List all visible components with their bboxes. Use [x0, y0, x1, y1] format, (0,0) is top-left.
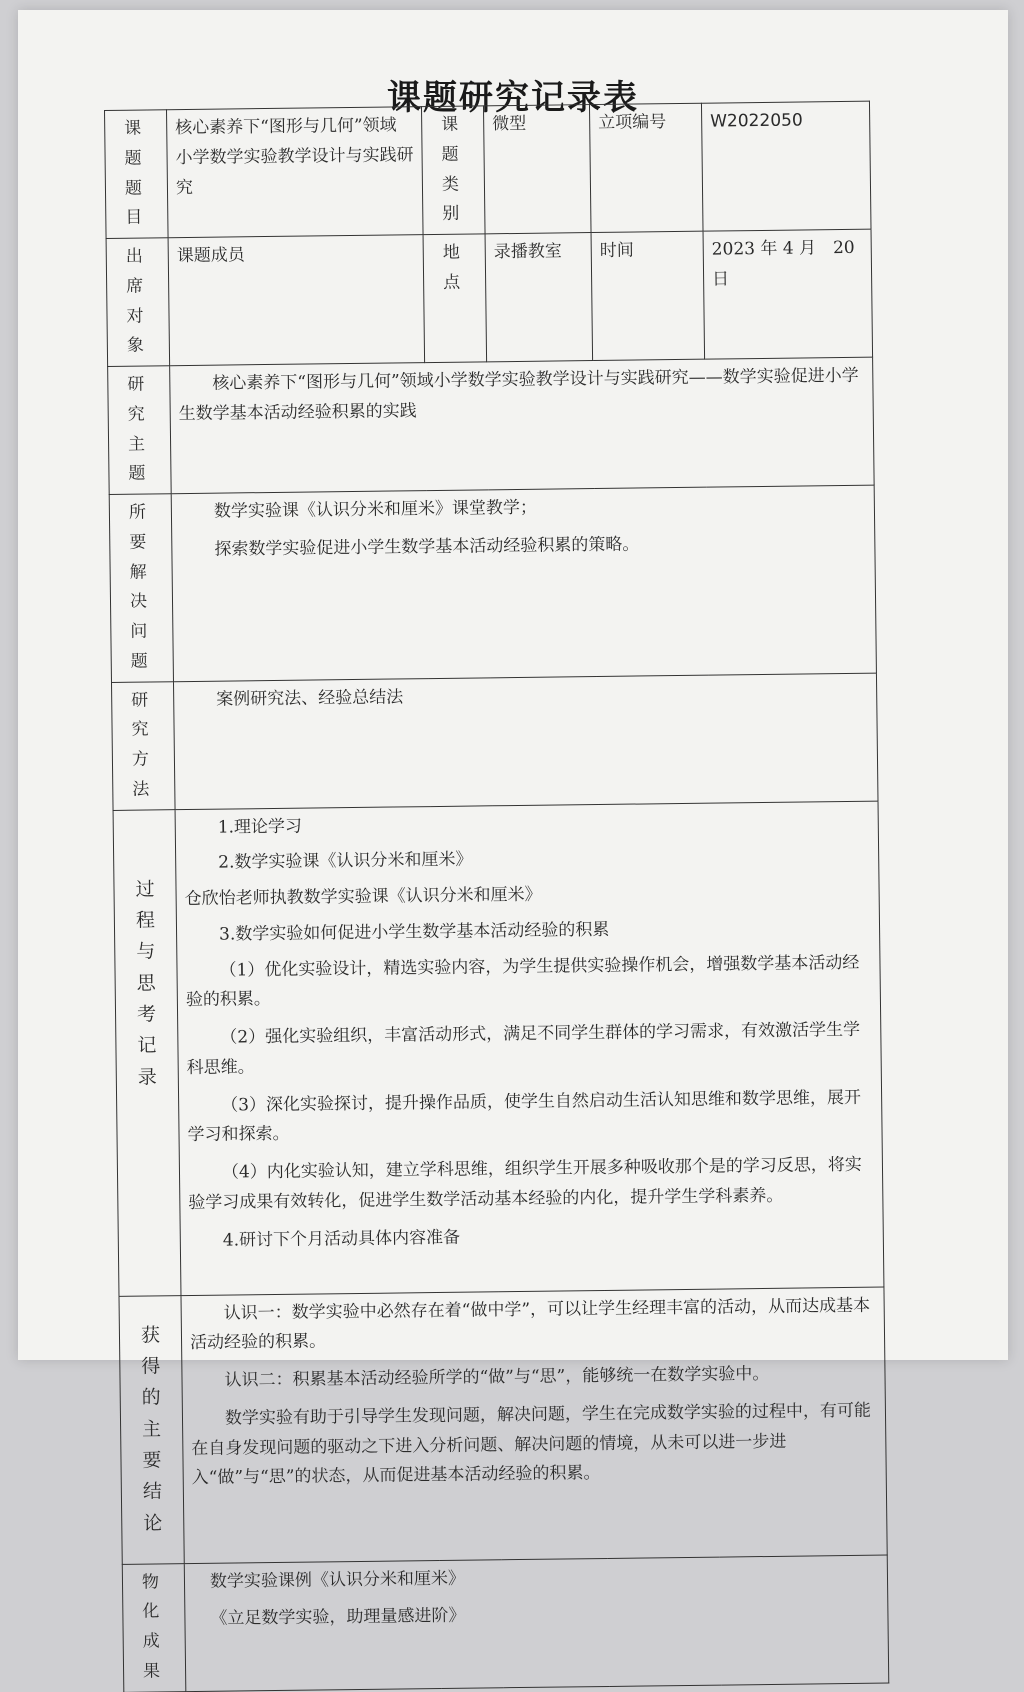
process-item: 仓欣怡老师执教数学实验课《认识分米和厘米》	[184, 884, 542, 910]
row-topic	[105, 101, 872, 238]
result-item: 数学实验课例《认识分米和厘米》	[209, 1568, 466, 1592]
label-results: 物化成果	[122, 1563, 186, 1692]
value-project-no: W2022050	[701, 101, 871, 231]
label-problems: 所要解决问题	[109, 494, 173, 682]
conclusion-item: 认识二：积累基本活动经验所学的“做”与“思”，能够统一在数学实验中。	[224, 1363, 770, 1391]
process-item: （4）内化实验认知，建立学科思维，组织学生开展多种吸收那个是的学习反思，将实验学习成果有效转化，促进学生数学活动基本经验的内化，提升学生学科素养。	[188, 1154, 862, 1213]
problem-item: 探索数学实验促进小学生数学基本活动经验积累的策略。	[214, 534, 640, 560]
value-conclusions	[181, 1287, 887, 1564]
process-item: 1.理论学习	[217, 816, 303, 838]
row-results	[122, 1555, 889, 1692]
label-project-no: 立项编号	[589, 103, 703, 232]
row-attendees	[106, 229, 873, 366]
value-theme	[170, 357, 875, 494]
row-process	[113, 801, 884, 1296]
row-methods	[111, 673, 878, 810]
label-conclusions	[119, 1295, 184, 1564]
result-item: 《立足数学实验，助理量感进阶》	[210, 1605, 466, 1630]
process-item: （3）深化实验探讨，提升操作品质，使学生自然启动生活认知思维和数学思维，展开学习和探索。	[187, 1087, 862, 1146]
label-conclusions-text: 获得的主要结论	[140, 1323, 163, 1535]
paper-sheet	[18, 10, 1008, 1682]
conclusion-item: 认识一：数学实验中必然存在着“做中学”，可以让学生经理丰富的活动，从而达成基本活动经验的积累。	[189, 1295, 871, 1354]
value-time: 2023 年 4 月 20 日	[703, 229, 873, 359]
label-process	[113, 809, 181, 1296]
process-item: （2）强化实验组织，丰富活动形式，满足不同学生群体的学习需求，有效激活学生学科思维。	[186, 1019, 861, 1078]
row-problems	[109, 485, 876, 682]
problem-item: 数学实验课《认识分米和厘米》课堂教学；	[213, 497, 538, 522]
value-attendees: 课题成员	[168, 235, 425, 366]
label-theme: 研究主题	[108, 366, 172, 495]
label-methods: 研究方法	[111, 681, 175, 810]
label-topic-category: 课题类别	[421, 106, 485, 235]
conclusion-item: 数学实验有助于引导学生发现问题，解决问题，学生在完成数学实验的过程中，有可能在自身发现问题的驱动之下进入分析问题、解决问题的情境，从未可以进一步进入“做”与“思”的状态，从而促进基本活动经验的积累。	[191, 1400, 872, 1489]
value-problems	[171, 485, 876, 681]
label-attendees: 出席对象	[106, 238, 170, 367]
label-time: 时间	[591, 231, 705, 360]
record-table	[104, 101, 889, 1692]
value-methods	[173, 673, 878, 810]
row-conclusions	[119, 1287, 887, 1564]
value-results	[184, 1555, 889, 1692]
label-location: 地点	[423, 234, 487, 363]
value-location: 录播教室	[485, 233, 593, 362]
theme-text: 核心素养下“图形与几何”领域小学数学实验教学设计与实践研究——数学实验促进小学生数学基本活动经验积累的实践	[178, 365, 859, 424]
row-theme	[108, 357, 875, 494]
label-topic: 课题题目	[105, 110, 169, 239]
label-process-text: 过程与思考记录	[135, 877, 157, 1089]
process-item: 2.数学实验课《认识分米和厘米》	[218, 849, 473, 873]
process-item: 4.研讨下个月活动具体内容准备	[222, 1227, 461, 1251]
methods-text: 案例研究法、经验总结法	[216, 686, 404, 710]
value-process	[175, 801, 884, 1296]
process-item: 3.数学实验如何促进小学生数学基本活动经验的积累	[218, 919, 610, 945]
value-topic-category: 微型	[483, 105, 591, 234]
process-item: （1）优化实验设计，精选实验内容，为学生提供实验操作机会，增强数学基本活动经验的积累。	[185, 952, 860, 1011]
value-topic: 核心素养下“图形与几何”领域小学数学实验教学设计与实践研究	[167, 107, 424, 238]
document-title: 课题研究记录表	[387, 78, 639, 118]
